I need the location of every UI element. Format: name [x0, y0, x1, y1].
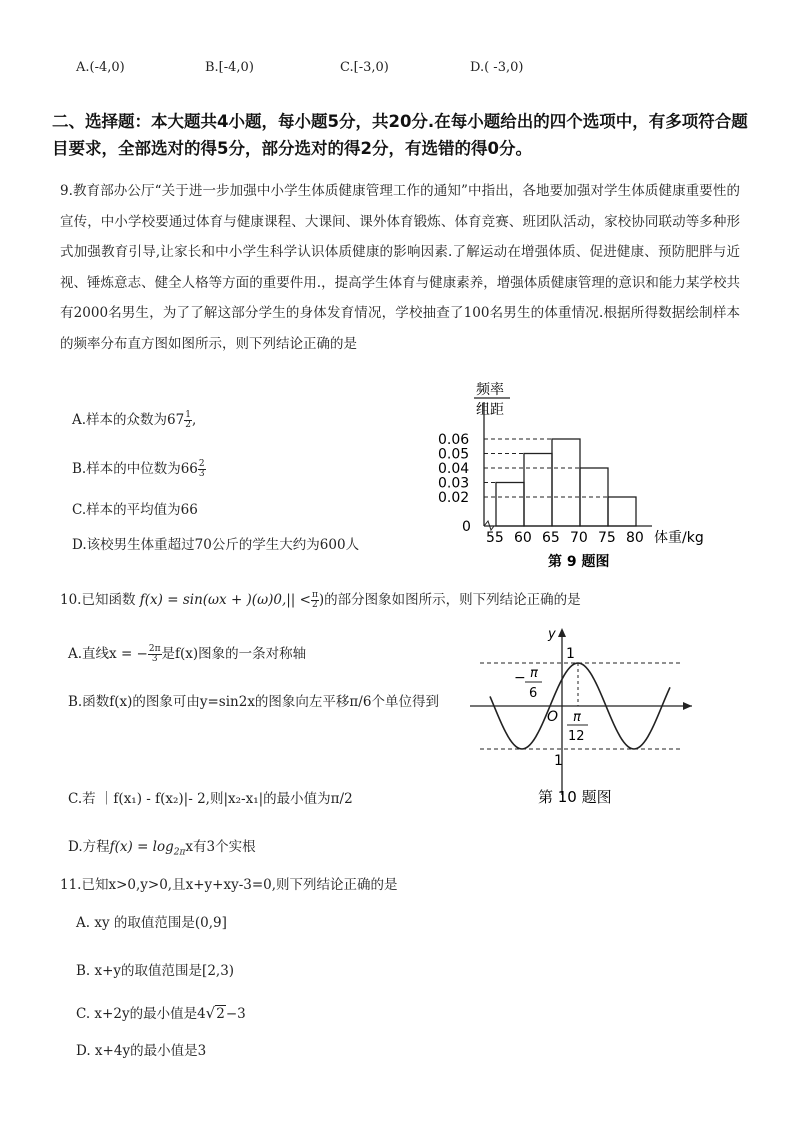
y-tick-label: 0.05 [438, 446, 470, 463]
q10-option-c: C.若 ｜f(x₁) - f(x₂)|- 2,则|x₂-x₁|的最小值为π/2 [68, 791, 353, 807]
origin-label: O [547, 709, 559, 725]
x-tick-label: 55 [486, 530, 504, 546]
q8-option-c: C.[-3,0) [340, 60, 389, 75]
q8-option-b: B.[-4,0) [205, 60, 254, 75]
x-tick-labels [486, 530, 644, 546]
fraction-numerator: 2 [198, 459, 205, 469]
q11-option-c-suffix: −3 [225, 1006, 246, 1022]
q10-option-a-text: A.直线x = − [68, 646, 148, 662]
fraction-denominator: 2 [185, 420, 191, 430]
q9-stem: 9.教育部办公厅“关于进一步加强中小学生体质健康管理工作的通知”中指出，各地要加强对学生体质健康重要性的宣传，中小学校要通过体育与健康课程、大课间、课外体育锻炼、体育竞赛、班团队活动，家校协同联动等多种形式加强教育引导,让家长和中小学生科学认识体质健康的影响因素.了解运动在增强体质、促进健康、预防肥胖与近视、锤炼意志、健全人格等方面的重要件用.，提高学生体育与健康素养，增强体质健康管理的意识和能力某学校共有2000名男生，为了了解这部分学生的身体发育情况，学校抽查了100名男生的体重情况.根据所得数据绘制样本的频率分布直方图如图所示，则下列结论正确的是 [60, 183, 740, 352]
y-tick-label: 0.02 [438, 490, 470, 506]
y-tick-label: 0.06 [438, 432, 470, 448]
grid-lines [484, 439, 636, 497]
q11-option-c-radicand: 2 [216, 1006, 225, 1022]
y-label-top: 频率 [476, 382, 504, 398]
right-tick-numerator: π [573, 710, 581, 725]
left-tick-numerator: π [530, 666, 538, 681]
y-tick-label: 0.03 [438, 475, 470, 492]
fraction-denominator: 2 [312, 600, 318, 610]
x-tick-label: 65 [542, 530, 560, 546]
q9-option-a-suffix: , [191, 412, 197, 428]
q11-option-b: B. x+y的取值范围是[2,3) [76, 963, 235, 979]
y-label-bottom: 组距 [476, 402, 504, 418]
x-tick-label: 75 [598, 530, 616, 546]
q10-option-d [68, 835, 256, 858]
q9-option-b-fraction [198, 460, 206, 479]
q10-formula: f(x) = sin(ωx + )(ω)0,|| < [139, 592, 311, 608]
y-axis-arrow-icon [558, 628, 566, 637]
q10-option-a-suffix: 是f(x)图象的一条对称轴 [161, 646, 307, 662]
fraction-numerator: 2π [148, 644, 161, 654]
x-axis-arrow-icon [683, 702, 692, 710]
q10-option-a-fraction [148, 645, 162, 664]
q9-option-a-text: A.样本的众数为67 [72, 412, 185, 428]
y-axis-label: y [548, 627, 556, 642]
q9-option-a-fraction [184, 411, 192, 430]
left-tick-sign: − [514, 670, 526, 686]
fraction-denominator: 3 [198, 469, 205, 479]
sqrt-icon: √ [205, 1004, 216, 1022]
y-tick-label: 0 [462, 519, 471, 535]
q8-option-a: A.(-4,0) [76, 60, 125, 75]
q9-option-a [72, 408, 196, 430]
q9-histogram [428, 380, 728, 575]
q9-option-d: D.该校男生体重超过70公斤的学生大约为600人 [72, 537, 360, 553]
section-title: 二、选择题：本大题共4小题，每小题5分，共20分.在每小题给出的四个选项中，有多项符合题目要求，全部选对的得5分，部分选对的得2分，有选错的得0分。 [52, 112, 748, 158]
q11-option-c [76, 1002, 246, 1022]
y-tick-label: 0.04 [438, 461, 470, 477]
right-tick-denominator: 12 [568, 729, 585, 744]
q10-option-d-subscript: 2π [173, 847, 186, 858]
q10-stem [60, 588, 581, 610]
q10-stem-prefix: 10.已知函数 [60, 592, 136, 608]
histogram-bar [608, 497, 636, 526]
x-tick-label: 80 [626, 530, 644, 546]
q11-option-d: D. x+4y的最小值是3 [76, 1043, 207, 1059]
bars [496, 439, 636, 526]
q9-option-c: C.样本的平均值为66 [72, 502, 198, 518]
q9-option-b-text: B.样本的中位数为66 [72, 461, 198, 477]
x-tick-label: 70 [570, 530, 588, 546]
q10-stem-suffix: )的部分图象如图所示，则下列结论正确的是 [318, 592, 581, 608]
fraction-numerator: π [311, 590, 318, 600]
x-tick-label: 60 [514, 530, 532, 546]
graph-caption: 第 10 题图 [538, 788, 612, 806]
left-tick-denominator: 6 [529, 686, 538, 701]
label-minus-one: 1 [554, 753, 563, 769]
q10-option-a [68, 642, 306, 664]
q10-sine-graph [470, 620, 700, 815]
fraction-denominator: 3 [151, 654, 158, 664]
q10-option-b: B.函数f(x)的图象可由y=sin2x的图象向左平移π/6个单位得到 [68, 694, 439, 710]
histogram-bar [496, 483, 524, 527]
label-one: 1 [566, 646, 575, 662]
x-axis-label: 体重/kg [654, 530, 704, 546]
q10-stem-fraction [311, 591, 319, 610]
chart-caption: 第 9 题图 [548, 554, 610, 570]
histogram-bar [524, 454, 552, 527]
fraction-numerator: 1 [185, 410, 191, 420]
q11-stem: 11.已知x>0,y>0,且x+y+xy-3=0,则下列结论正确的是 [60, 877, 398, 893]
q10-option-d-formula: f(x) = log [109, 839, 174, 855]
q9-option-b [72, 457, 206, 479]
q11-option-a: A. xy 的取值范围是(0,9] [76, 915, 227, 931]
histogram-bar [552, 439, 580, 526]
y-tick-labels [438, 432, 471, 535]
q8-option-d: D.( -3,0) [470, 60, 524, 75]
q10-option-d-suffix: x有3个实根 [185, 839, 256, 855]
q11-option-c-text: C. x+2y的最小值是4 [76, 1006, 206, 1022]
q10-option-d-prefix: D.方程 [68, 839, 110, 855]
